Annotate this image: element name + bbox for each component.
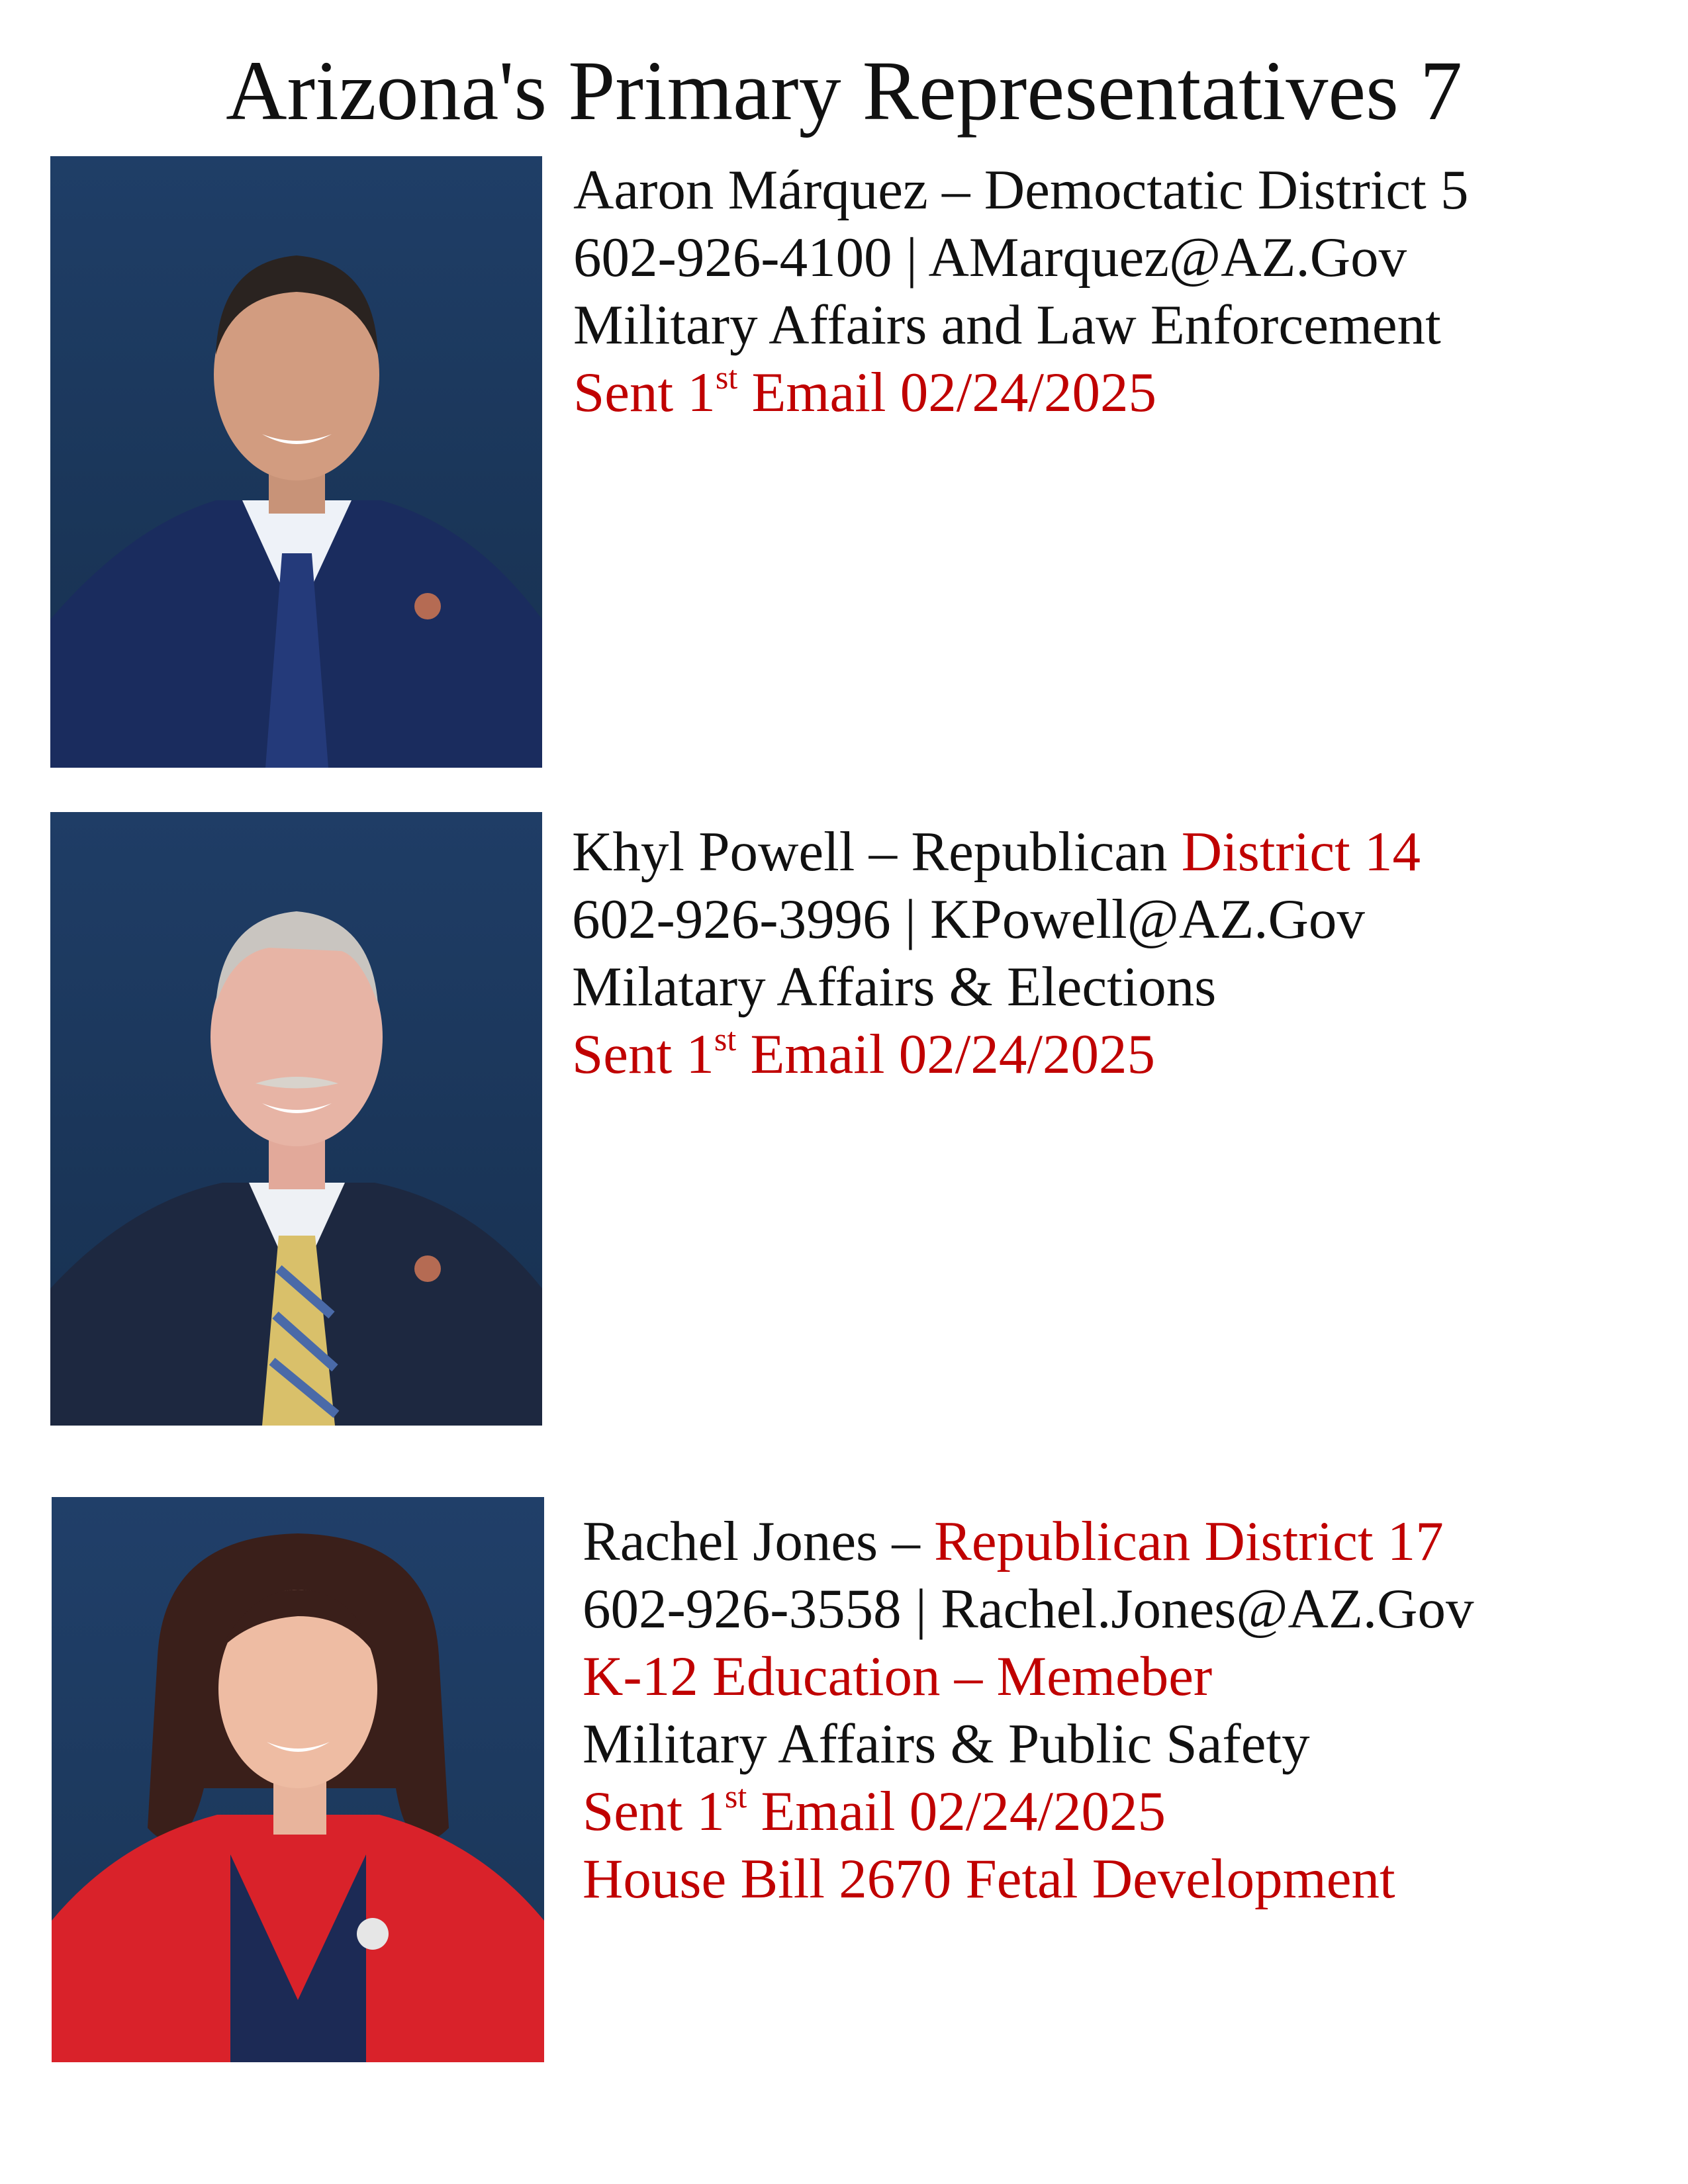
rep-party: Republican [911, 821, 1168, 883]
separator: | [915, 1578, 927, 1640]
sent-prefix: Sent 1 [573, 361, 716, 424]
rep-photo-powell [50, 812, 542, 1426]
sent-suffix: Email 02/24/2025 [750, 1023, 1155, 1085]
dash: – [892, 1510, 920, 1572]
rep-contact-line [572, 886, 1421, 953]
dash: – [868, 821, 898, 883]
rep-name: Khyl Powell [572, 821, 855, 883]
rep-committees: Milatary Affairs & Elections [572, 956, 1217, 1018]
rep-sent-status [583, 1778, 1474, 1845]
rep-email: AMarquez@AZ.Gov [928, 226, 1407, 289]
rep-name: Rachel Jones [583, 1510, 878, 1572]
rep-phone: 602-926-4100 [573, 226, 892, 289]
rep-committees: Military Affairs & Public Safety [583, 1713, 1310, 1775]
rep-district: District 17 [1204, 1510, 1444, 1572]
rep-sent-status [572, 1021, 1421, 1088]
portrait-man-gray-hair-plaid-tie-icon [50, 812, 542, 1426]
rep-phone: 602-926-3996 [572, 888, 891, 950]
rep-contact-line [583, 1575, 1474, 1643]
rep-info-marquez [573, 156, 1468, 426]
separator: | [906, 226, 917, 289]
rep-phone: 602-926-3558 [583, 1578, 902, 1640]
rep-party: Republican [934, 1510, 1191, 1572]
sent-ordinal: st [715, 359, 738, 396]
rep-photo-jones [52, 1497, 544, 2062]
rep-bill: House Bill 2670 Fetal Development [583, 1848, 1395, 1910]
portrait-man-navy-suit-icon [50, 156, 542, 768]
rep-info-powell [572, 818, 1421, 1088]
sent-ordinal: st [714, 1021, 737, 1058]
sent-suffix: Email 02/24/2025 [761, 1780, 1166, 1843]
rep-email: KPowell@AZ.Gov [930, 888, 1365, 950]
rep-district: District 14 [1181, 821, 1421, 883]
page-title: Arizona's Primary Representatives 7 [226, 44, 1462, 138]
sent-ordinal: st [724, 1778, 747, 1815]
rep-district: District 5 [1257, 159, 1469, 221]
rep-photo-marquez [50, 156, 542, 768]
portrait-woman-red-blazer-icon [52, 1497, 544, 2062]
sent-prefix: Sent 1 [572, 1023, 714, 1085]
sent-suffix: Email 02/24/2025 [751, 361, 1156, 424]
rep-name-line [573, 156, 1468, 224]
rep-party: Democtatic [984, 159, 1244, 221]
rep-info-jones [583, 1508, 1474, 1913]
rep-name: Aaron Márquez [573, 159, 928, 221]
rep-name-line [583, 1508, 1474, 1575]
rep-sent-status [573, 359, 1468, 426]
rep-name-line [572, 818, 1421, 886]
rep-education: K-12 Education – Memeber [583, 1645, 1213, 1707]
rep-contact-line [573, 224, 1468, 291]
rep-committees: Military Affairs and Law Enforcement [573, 294, 1441, 356]
rep-email: Rachel.Jones@AZ.Gov [941, 1578, 1474, 1640]
separator: | [904, 888, 916, 950]
dash: – [941, 159, 970, 221]
sent-prefix: Sent 1 [583, 1780, 725, 1843]
